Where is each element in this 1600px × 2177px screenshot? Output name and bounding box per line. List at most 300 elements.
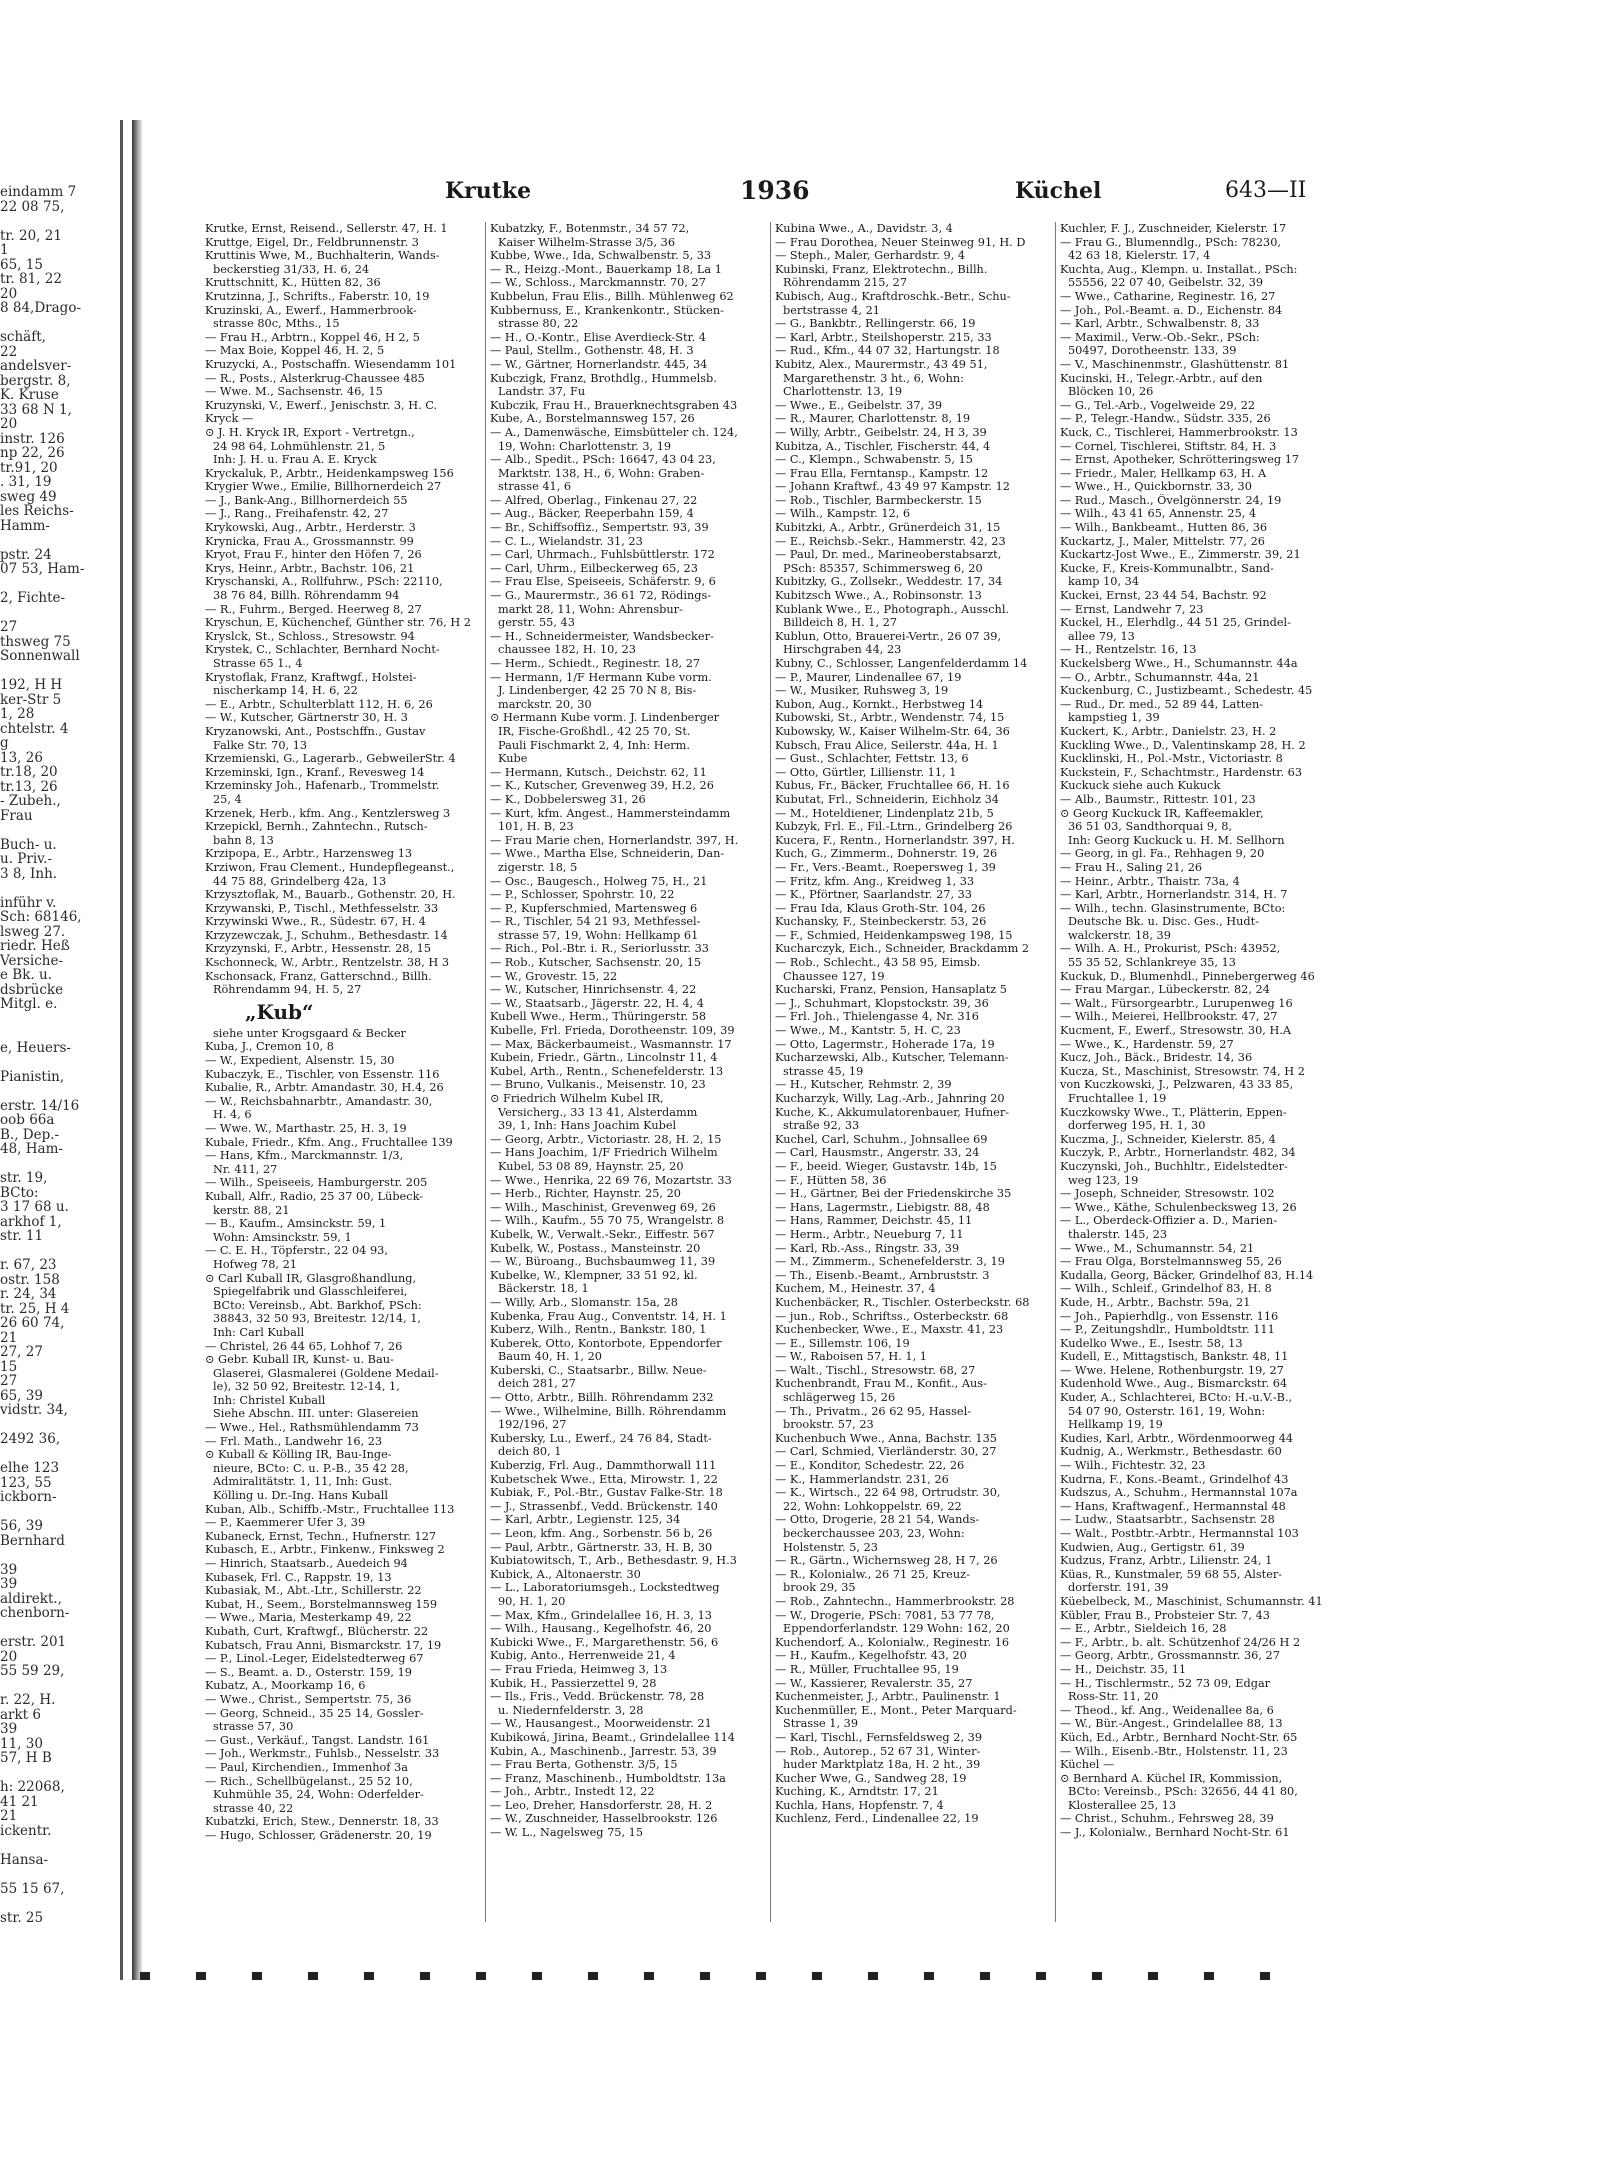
directory-entry-line: Wohn: Amsinckstr. 59, 1 — [213, 1230, 352, 1244]
directory-entry-line: Kubon, Aug., Kornkt., Herbstweg 14 — [775, 697, 984, 711]
prev-page-fragment — [0, 1505, 118, 1520]
directory-entry-line: Kuberz, Wilh., Rentn., Bankstr. 180, 1 — [490, 1323, 707, 1337]
prev-page-fragment: 39 — [0, 1721, 18, 1737]
directory-entry-line: — Wilh., Maschinist, Grevenweg 69, 26 — [490, 1200, 716, 1214]
directory-entry-line: Kube, A., Borstelmannsweg 157, 26 — [490, 412, 695, 426]
prev-page-fragment: Hansa- — [0, 1851, 49, 1868]
directory-entry-line: markt 28, 11, Wohn: Ahrensbur- — [498, 602, 683, 616]
directory-entry-line: — Christel, 26 44 65, Lohhof 7, 26 — [205, 1339, 403, 1353]
directory-entry-line: — Hans, Rammer, Deichstr. 45, 11 — [775, 1214, 973, 1228]
directory-entry-line: Kuckelsberg Wwe., H., Schumannstr. 44a — [1060, 657, 1298, 670]
directory-entry-line: Billdeich 8, H. 1, 27 — [783, 616, 898, 630]
directory-entry-line: — Georg, Schneid., 35 25 14, Gossler- — [205, 1706, 424, 1720]
directory-entry-line: weg 123, 19 — [1068, 1173, 1139, 1187]
directory-entry-line: — G., Bankbtr., Rellingerstr. 66, 19 — [775, 317, 976, 331]
directory-entry-line: PSch: 85357, Schimmersweg 6, 20 — [783, 561, 983, 575]
directory-entry-line: — Paul, Dr. med., Marineoberstabsarzt, — [775, 548, 1002, 562]
directory-entry-line: Kuckei, Ernst, 23 44 54, Bachstr. 92 — [1060, 589, 1267, 603]
directory-entry-line: Strasse 65 1., 4 — [213, 657, 303, 670]
directory-entry-line: 24 98 64, Lohmühlenstr. 21, 5 — [213, 439, 386, 453]
directory-entry-line: Röhrendamm 215, 27 — [783, 276, 908, 290]
directory-entry-line: Kucinski, H., Telegr.-Arbtr., auf den — [1060, 371, 1263, 385]
directory-entry-line: — Frau G., Blumenndlg., PSch: 78230, — [1060, 235, 1281, 249]
directory-entry-line: — Ernst, Apotheker, Schrötteringsweg 17 — [1060, 453, 1300, 467]
directory-entry-line: ⊙ J. H. Kryck IR, Export - Vertretgn., — [205, 425, 415, 439]
directory-entry-line: Kschonsack, Franz, Gatterschnd., Billh. — [205, 969, 432, 983]
directory-entry-line: — Cornel, Tischlerei, Stiftstr. 84, H. 3 — [1060, 439, 1277, 453]
prev-page-fragment: ostr. 158 — [0, 1271, 60, 1288]
directory-entry-line: — P., Schlosser, Spohrstr. 10, 22 — [490, 888, 675, 902]
directory-entry-line: — K., Pförtner, Saarlandstr. 27, 33 — [775, 888, 972, 902]
directory-entry-line: — Wwe. W., Marthastr. 25, H. 3, 19 — [205, 1122, 407, 1135]
prev-page-fragment: 21 — [0, 1808, 18, 1824]
directory-entry-line: Krutzinna, J., Schrifts., Faberstr. 10, 19 — [205, 289, 430, 303]
directory-entry-line: — Hermann, 1/F Hermann Kube vorm. — [490, 670, 712, 684]
directory-entry-line: Spiegelfabrik und Glasschleiferei, — [213, 1285, 408, 1299]
directory-entry-line: 36 51 03, Sandthorquai 9, 8, — [1068, 820, 1233, 834]
directory-entry-line: — W., Bür.-Angest., Grindelallee 88, 13 — [1060, 1717, 1283, 1731]
directory-entry-line: Kubicki Wwe., F., Margarethenstr. 56, 6 — [490, 1635, 719, 1649]
directory-entry-line: Kölling u. Dr.-Ing. Hans Kuball — [213, 1489, 389, 1503]
directory-entry-line: Kuberek, Otto, Kontorbote, Eppendorfer — [490, 1336, 722, 1350]
prev-page-fragment: r. 67, 23 — [0, 1257, 57, 1273]
directory-entry-line: Kubbelun, Frau Elis., Billh. Mühlenweg 62 — [490, 289, 734, 303]
prev-page-fragment: 26 60 74, — [0, 1315, 65, 1331]
directory-entry-line: Krynicka, Frau A., Grossmannstr. 99 — [205, 534, 414, 548]
directory-entry-line: Kuder, A., Schlachterei, BCto: H.-u.V.-B., — [1060, 1391, 1293, 1405]
prev-page-fragment: 15 — [0, 1358, 18, 1375]
directory-entry-line: brook 29, 35 — [783, 1581, 856, 1595]
directory-entry-line: — H., Deichstr. 35, 11 — [1060, 1662, 1187, 1676]
directory-entry-line: — Wwe., K., Hardenstr. 59, 27 — [1060, 1037, 1234, 1051]
directory-entry-line: — H., Schneidermeister, Wandsbecker- — [490, 629, 714, 643]
directory-entry-line: Kucharski, Franz, Pension, Hansaplatz 5 — [775, 983, 1007, 997]
directory-entry-line: — Frau Ida, Klaus Groth-Str. 104, 26 — [775, 901, 986, 915]
directory-entry-line: — W., Staatsarb., Jägerstr. 22, H. 4, 4 — [490, 996, 704, 1010]
prev-page-fragment: Sonnenwall — [0, 648, 80, 664]
directory-entry-line: Kuckel, H., Elerhdlg., 44 51 25, Grindel- — [1060, 616, 1291, 630]
directory-entry-line: 19, Wohn: Charlottenstr. 3, 19 — [498, 439, 672, 453]
directory-entry-line: Kryslck, St., Schloss., Stresowstr. 94 — [205, 629, 415, 643]
directory-entry-line: Inh: Carl Kuball — [213, 1325, 305, 1339]
prev-page-fragment: 41 21 — [0, 1793, 39, 1810]
directory-entry-line: — S., Beamt. a. D., Osterstr. 159, 19 — [205, 1665, 412, 1679]
directory-entry-line: Pauli Fischmarkt 2, 4, Inh: Herm. — [498, 738, 690, 752]
prev-page-fragment: 33 68 N 1, — [0, 401, 72, 418]
directory-entry-line: Kuchenbuch Wwe., Anna, Bachstr. 135 — [775, 1431, 997, 1445]
directory-entry-line: — W., Expedient, Alsenstr. 15, 30 — [205, 1054, 395, 1068]
directory-entry-line: — Hans, Lagermstr., Liebigstr. 88, 48 — [775, 1200, 990, 1214]
directory-entry-line: — Wwe., Christ., Sempertstr. 75, 36 — [205, 1692, 412, 1706]
prev-page-fragment: 27 — [0, 1373, 18, 1389]
directory-entry-line: Kubatz, A., Moorkamp 16, 6 — [205, 1679, 366, 1693]
directory-entry-line: — P., Kupferschmied, Martensweg 6 — [490, 901, 698, 915]
directory-entry-line: Holstenstr. 5, 23 — [783, 1540, 878, 1554]
directory-entry-line: Nr. 411, 27 — [213, 1162, 278, 1176]
prev-page-fragment: Bernhard — [0, 1532, 65, 1549]
directory-entry-line: — Paul, Arbtr., Gärtnerstr. 33, H. B, 30 — [490, 1540, 713, 1554]
prev-page-fragment: str. 11 — [0, 1228, 44, 1244]
prev-page-fragment: - Zubeh., — [0, 793, 61, 809]
directory-entry-line: — W., Drogerie, PSch: 7081, 53 77 78, — [775, 1608, 995, 1622]
directory-entry-line: Kaiser Wilhelm-Strasse 3/5, 36 — [498, 235, 676, 249]
prev-page-fragment: 3 17 68 u. — [0, 1199, 69, 1215]
prev-page-fragment: tr. 81, 22 — [0, 271, 62, 287]
directory-entry-line: Kuchem, M., Heinestr. 37, 4 — [775, 1282, 936, 1296]
prev-page-fragment — [0, 1012, 118, 1027]
directory-entry-line: — Leo, Dreher, Hansdorferstr. 28, H. 2 — [490, 1798, 713, 1812]
directory-entry-line: — W., Büroang., Buchsbaumweg 11, 39 — [490, 1255, 716, 1269]
directory-entry-line: Kubath, Curt, Kraftwgf., Blücherstr. 22 — [205, 1624, 429, 1638]
directory-entry-line: — Joh., Pol.-Beamt. a. D., Eichenstr. 84 — [1060, 303, 1283, 317]
directory-entry-line: Krystek, C., Schlachter, Bernhard Nocht- — [205, 643, 440, 657]
directory-entry-line: Kubaczyk, E., Tischler, von Essenstr. 116 — [205, 1067, 440, 1081]
directory-entry-line: — Otto, Arbtr., Billh. Röhrendamm 232 — [490, 1391, 714, 1405]
directory-entry-line: — Willy, Arbtr., Geibelstr. 24, H 3, 39 — [775, 425, 987, 439]
directory-entry-line: Kruzynski, V., Ewerf., Jenischstr. 3, H. C. — [205, 398, 438, 412]
directory-entry-line: Kuchansky, F., Steinbeckerstr. 53, 26 — [775, 915, 987, 929]
prev-page-fragment — [0, 1418, 118, 1433]
prev-page-fragment: ickborn- — [0, 1489, 57, 1505]
directory-entry-line: strasse 57, 19, Wohn: Hellkamp 61 — [498, 928, 699, 942]
prev-page-fragment — [0, 1447, 118, 1462]
directory-entry-line: Kubel, 53 08 89, Haynstr. 25, 20 — [498, 1159, 684, 1173]
prev-page-fragment: les Reichs- — [0, 503, 74, 519]
directory-entry-line: — Ils., Fris., Vedd. Brückenstr. 78, 28 — [490, 1690, 705, 1704]
directory-entry-line: Krys, Heinr., Arbtr., Bachstr. 106, 21 — [205, 561, 415, 575]
directory-entry-line: — H., Kaufm., Kegelhofstr. 43, 20 — [775, 1649, 967, 1663]
prev-page-fragment — [0, 1026, 118, 1041]
directory-entry-line: — O., Arbtr., Schumannstr. 44a, 21 — [1060, 670, 1260, 684]
directory-entry-line: — Th., Eisenb.-Beamt., Arnbruststr. 3 — [775, 1268, 990, 1282]
page-number: 643—II — [1225, 178, 1307, 203]
directory-entry-line: 192/196, 27 — [498, 1418, 567, 1432]
directory-entry-line: Krzyzewczak, J., Schuhm., Bethesdastr. 14 — [205, 928, 448, 942]
directory-entry-line: — P., Zeitungshdlr., Humboldtstr. 111 — [1060, 1323, 1275, 1337]
directory-entry-line: — Karl, Arbtr., Hornerlandstr. 314, H. 7 — [1060, 888, 1288, 902]
directory-entry-line: Kuchenmeister, J., Arbtr., Paulinenstr. 1 — [775, 1690, 1001, 1704]
directory-entry-line: — Wwe., Hel., Rathsmühlendamm 73 — [205, 1421, 419, 1435]
directory-entry-line: — W., Hausangest., Moorweidenstr. 21 — [490, 1717, 712, 1731]
directory-entry-line: — Frau Margar., Lübeckerstr. 82, 24 — [1060, 983, 1270, 997]
directory-entry-line: Hofweg 78, 21 — [213, 1257, 297, 1271]
directory-entry-line: — Rud., Dr. med., 52 89 44, Latten- — [1060, 697, 1264, 711]
directory-entry-line: Inh: J. H. u. Frau A. E. Kryck — [213, 453, 377, 467]
directory-entry-line: — Wwe., Martha Else, Schneiderin, Dan- — [490, 847, 725, 861]
directory-entry-line: 42 63 18, Kielerstr. 17, 4 — [1068, 249, 1211, 263]
directory-entry-line: siehe unter Krogsgaard & Becker — [213, 1026, 406, 1040]
prev-page-fragment: eindamm 7 — [0, 185, 77, 200]
directory-entry-line: — Wwe., Maria, Mesterkamp 49, 22 — [205, 1611, 412, 1625]
directory-entry-line: Kubalie, R., Arbtr. Amandastr. 30, H.4, 26 — [205, 1081, 444, 1095]
prev-page-fragment — [0, 1838, 118, 1853]
directory-entry-line: — Otto, Drogerie, 28 21 54, Wands- — [775, 1513, 980, 1527]
directory-entry-line: — Hinrich, Staatsarb., Auedeich 94 — [205, 1557, 408, 1570]
directory-entry-line: 101, H. B, 23 — [498, 820, 574, 834]
directory-entry-line: Kubiatowitsch, T., Arb., Bethesdastr. 9, H.3 — [490, 1554, 737, 1568]
directory-entry-line: — R., Kolonialw., 26 71 25, Kreuz- — [775, 1567, 970, 1581]
prev-page-fragment: Pianistin, — [0, 1068, 65, 1085]
prev-page-fragment: tr.91, 20 — [0, 459, 58, 476]
directory-entry-line: Baum 40, H. 1, 20 — [498, 1350, 602, 1364]
directory-entry-line: Kuball, Alfr., Radio, 25 37 00, Lübeck- — [205, 1189, 424, 1203]
prev-page-fragment — [0, 1084, 118, 1099]
prev-page-fragment: erstr. 14/16 — [0, 1097, 80, 1114]
directory-entry-line: Kubiak, F., Pol.-Btr., Gustav Falke-Str. 18 — [490, 1486, 723, 1500]
directory-entry-line: Krystoflak, Franz, Kraftwgf., Holstei- — [205, 670, 417, 684]
directory-entry-line: — Paul, Stellm., Gothenstr. 48, H. 3 — [490, 344, 694, 358]
directory-entry-line: — Wilh., 43 41 65, Annenstr. 25, 4 — [1060, 507, 1257, 521]
prev-page-fragment: oob 66a — [0, 1112, 55, 1128]
directory-entry-line: strasse 80, 22 — [498, 317, 579, 331]
prev-page-fragment: 20 — [0, 285, 18, 302]
directory-entry-line: Kubitza, A., Tischler, Fischerstr. 44, 4 — [775, 439, 991, 453]
prev-page-fragment — [0, 664, 118, 679]
directory-entry-line: chaussee 182, H. 10, 23 — [498, 643, 636, 657]
directory-entry-line: Kubelle, Frl. Frieda, Dorotheenstr. 109, 39 — [490, 1024, 735, 1038]
directory-entry-line: — Carl, Uhrm., Eilbeckerweg 65, 23 — [490, 561, 698, 575]
directory-entry-line: Kubitzki, A., Arbtr., Grünerdeich 31, 15 — [775, 521, 1001, 535]
directory-entry-line: Kucharzyk, Willy, Lag.-Arb., Jahnring 20 — [775, 1092, 1005, 1105]
prev-page-fragment: B., Dep.- — [0, 1126, 60, 1143]
directory-entry-line: Kubina Wwe., A., Davidstr. 3, 4 — [775, 222, 953, 235]
directory-entry-line: Kucharzewski, Alb., Kutscher, Telemann- — [775, 1051, 1009, 1065]
directory-entry-line: Kudell, E., Mittagstisch, Bankstr. 48, 11 — [1060, 1350, 1289, 1364]
directory-entry-line: — M., Zimmerm., Schenefelderstr. 3, 19 — [775, 1255, 1005, 1269]
directory-entry-line: Kuba, J., Cremon 10, 8 — [205, 1040, 334, 1054]
prev-page-fragment: K. Kruse — [0, 387, 59, 403]
directory-entry-line: nieure, BCto: C. u. P.-B., 35 42 28, — [213, 1461, 409, 1475]
directory-entry-line: Röhrendamm 94, H. 5, 27 — [213, 983, 362, 997]
directory-entry-line: 54 07 90, Osterstr. 161, 19, Wohn: — [1068, 1404, 1266, 1418]
directory-entry-line: von Kuczkowski, J., Pelzwaren, 43 33 85, — [1060, 1078, 1294, 1092]
directory-entry-line: — W., Gärtner, Hornerlandstr. 445, 34 — [490, 357, 708, 371]
directory-entry-line: nischerkamp 14, H. 6, 22 — [213, 684, 358, 698]
prev-page-fragment: Sch: 68146, — [0, 909, 82, 925]
prev-page-fragment: 11, 30 — [0, 1735, 43, 1752]
directory-entry-line: — Hans, Kraftwagenf., Hermannstal 48 — [1060, 1499, 1286, 1513]
directory-entry-line: — Kurt, kfm. Angest., Hammersteindamm — [490, 806, 731, 820]
directory-entry-line: marckstr. 20, 30 — [498, 697, 592, 711]
prev-page-fragment: g — [0, 735, 9, 751]
directory-entry-line: — Hans, Kfm., Marckmannstr. 1/3, — [205, 1149, 404, 1163]
prev-page-fragment: arkhof 1, — [0, 1213, 62, 1230]
directory-entry-line: Kubetschek Wwe., Etta, Mirowstr. 1, 22 — [490, 1472, 718, 1486]
directory-entry-line: — W., Grovestr. 15, 22 — [490, 969, 618, 983]
directory-entry-line: — Frau Berta, Gothenstr. 3/5, 15 — [490, 1758, 678, 1772]
directory-entry-line: straße 92, 33 — [783, 1119, 860, 1133]
directory-entry-line: — H., Rentzelstr. 16, 13 — [1060, 643, 1197, 657]
directory-entry-line: — Osc., Baugesch., Holweg 75, H., 21 — [490, 874, 708, 888]
directory-entry-line: Kubczik, Frau H., Brauerknechtsgraben 43 — [490, 398, 738, 412]
directory-entry-line: — Heinr., Arbtr., Thaistr. 73a, 4 — [1060, 874, 1240, 888]
directory-entry-line: Kublank Wwe., E., Photograph., Ausschl. — [775, 602, 1010, 616]
directory-entry-line: 25, 4 — [213, 792, 242, 806]
prev-page-fragment: 07 53, Ham- — [0, 561, 85, 577]
directory-entry-line: Krzeminski, Ign., Kranf., Revesweg 14 — [205, 765, 425, 779]
header-year: 1936 — [740, 176, 810, 205]
directory-entry-line: — Wilh., Fichtestr. 32, 23 — [1060, 1459, 1206, 1473]
directory-entry-line: — E., Arbtr., Sieldeich 16, 28 — [1060, 1622, 1227, 1636]
directory-entry-line: — K., Dobbelersweg 31, 26 — [490, 792, 646, 806]
directory-entry-line: — Carl, Schmied, Vierländerstr. 30, 27 — [775, 1445, 997, 1459]
prev-page-fragment — [0, 1055, 118, 1070]
directory-entry-line: — Paul, Kirchendien., Immenhof 3a — [205, 1760, 409, 1774]
directory-entry-line: Kryzanowski, Ant., Postschffn., Gustav — [205, 724, 426, 738]
prev-page-fragment: lsweg 27. — [0, 923, 66, 940]
directory-entry-line: — P., Kaemmerer Ufer 3, 39 — [205, 1516, 366, 1530]
directory-entry-line: IR, Fische-Großhdl., 42 25 70, St. — [498, 724, 691, 738]
prev-page-fragment: arkt 6 — [0, 1706, 41, 1723]
directory-entry-line: Kuberzig, Frl. Aug., Dammthorwall 111 — [490, 1459, 717, 1473]
directory-entry-line: — K., Wirtsch., 22 64 98, Ortrudstr. 30, — [775, 1486, 1001, 1500]
prev-page-fragment — [0, 577, 118, 592]
prev-page-fragment: 55 15 67, — [0, 1880, 65, 1897]
directory-entry-line: Kuchel, Carl, Schuhm., Johnsallee 69 — [775, 1132, 988, 1146]
directory-entry-line: le), 32 50 92, Breitestr. 12-14, 1, — [213, 1380, 400, 1394]
directory-entry-line: — Gust., Verkäuf., Tangst. Landstr. 161 — [205, 1733, 430, 1747]
directory-entry-line: — Frau Dorothea, Neuer Steinweg 91, H. D — [775, 235, 1026, 249]
directory-entry-line: — Georg, Arbtr., Victoriastr. 28, H. 2, 15 — [490, 1132, 722, 1146]
directory-entry-line: Kubelk, W., Verwalt.-Sekr., Eiffestr. 567 — [490, 1227, 715, 1241]
directory-entry-line: ⊙ Friedrich Wilhelm Kubel IR, — [490, 1092, 664, 1105]
directory-entry-line: Fruchtallee 1, 19 — [1068, 1092, 1167, 1105]
directory-entry-line: — W. L., Nagelsweg 75, 15 — [490, 1826, 644, 1840]
directory-entry-line: Kubelk, W., Postass., Mansteinstr. 20 — [490, 1241, 701, 1255]
directory-entry-line: — Walt., Fürsorgearbtr., Lurupenweg 16 — [1060, 996, 1293, 1010]
directory-entry-line: Kudwien, Aug., Gertigstr. 61, 39 — [1060, 1540, 1245, 1554]
directory-entry-line: Eppendorferlandstr. 129 Wohn: 162, 20 — [783, 1622, 1010, 1636]
directory-entry-line: — Wwe., Wilhelmine, Billh. Röhrendamm — [490, 1404, 727, 1418]
directory-entry-line: Kruttschnitt, K., Hütten 82, 36 — [205, 276, 381, 290]
directory-entry-line: — J., Schuhmart, Klopstockstr. 39, 36 — [775, 996, 989, 1010]
directory-entry-line: Kubny, C., Schlosser, Langenfelderdamm 14 — [775, 657, 1028, 670]
directory-entry-line: — Christ., Schuhm., Fehrsweg 28, 39 — [1060, 1812, 1274, 1826]
directory-entry-line: — Wwe., E., Geibelstr. 37, 39 — [775, 398, 943, 412]
directory-entry-line: — P., Linol.-Leger, Eidelstedterweg 67 — [205, 1652, 424, 1666]
prev-page-fragment: np 22, 26 — [0, 445, 65, 461]
prev-page-fragment — [0, 881, 118, 896]
prev-page-fragment: 8 84,Drago- — [0, 300, 82, 316]
directory-column-3 — [775, 222, 1047, 1922]
directory-entry-line: Kruzinski, A., Ewerf., Hammerbrook- — [205, 303, 417, 317]
directory-entry-line: Kubin, A., Maschinenb., Jarrestr. 53, 39 — [490, 1744, 717, 1758]
directory-entry-line: — Wilh., Schleif., Grindelhof 83, H. 8 — [1060, 1282, 1272, 1296]
directory-entry-line: — Rich., Pol.-Btr. i. R., Seriorlusstr. 33 — [490, 942, 709, 956]
directory-entry-line: — Johann Kraftwf., 43 49 97 Kampstr. 12 — [775, 480, 1010, 494]
directory-entry-line: — Wilh., Speiseeis, Hamburgerstr. 205 — [205, 1176, 428, 1190]
directory-entry-line: Kubatzky, F., Botenmstr., 34 57 72, — [490, 222, 690, 235]
directory-entry-line: — C., Klempn., Schwabenstr. 5, 15 — [775, 453, 973, 467]
prev-page-fragment: Hamm- — [0, 517, 50, 534]
directory-entry-line: — Gust., Schlachter, Fettstr. 13, 6 — [775, 752, 969, 766]
directory-entry-line: — Karl, Tischl., Fernsfeldsweg 2, 39 — [775, 1730, 983, 1744]
directory-entry-line: — Wilh., Bankbeamt., Hutten 86, 36 — [1060, 521, 1268, 535]
directory-entry-line: — H., Kutscher, Rehmstr. 2, 39 — [775, 1078, 952, 1092]
directory-entry-line: Kubell Wwe., Herm., Thüringerstr. 58 — [490, 1010, 707, 1024]
directory-entry-line: — P., Telegr.-Handw., Südstr. 335, 26 — [1060, 412, 1271, 426]
prev-page-fragment: vidstr. 34, — [0, 1402, 68, 1418]
directory-entry-line: — H., Gärtner, Bei der Friedenskirche 35 — [775, 1187, 1012, 1201]
prev-page-fragment: riedr. Heß — [0, 938, 70, 954]
directory-entry-line: Kruzycki, A., Postschaffn. Wiesendamm 101 — [205, 357, 457, 371]
directory-entry-line: — Joh., Papierhdlg., von Essenstr. 116 — [1060, 1309, 1279, 1323]
prev-page-fragment: aldirekt., — [0, 1590, 62, 1607]
prev-page-fragment: chenborn- — [0, 1605, 70, 1621]
directory-entry-line: 38 76 84, Billh. Röhrendamm 94 — [213, 589, 400, 603]
directory-entry-line: — V., Maschinenmstr., Glashüttenstr. 81 — [1060, 357, 1290, 371]
prev-page-fragment: h: 22068, — [0, 1779, 65, 1795]
prev-page-fragment: r. 24, 34 — [0, 1286, 57, 1302]
prev-page-fragment: 1, 28 — [0, 706, 35, 722]
prev-page-fragment: 56, 39 — [0, 1518, 43, 1534]
directory-entry-line: — K., Hammerlandstr. 231, 26 — [775, 1472, 949, 1486]
directory-entry-line: Kubbernuss, E., Krankenkontr., Stücken- — [490, 303, 724, 317]
directory-entry-line: Kucharczyk, Eich., Schneider, Brackdamm 2 — [775, 942, 1030, 956]
directory-entry-line: — H., Tischlermstr., 52 73 09, Edgar — [1060, 1676, 1271, 1690]
directory-entry-line: — Wilh. A. H., Prokurist, PSch: 43952, — [1060, 942, 1281, 956]
directory-entry-line: — Wwe., Käthe, Schulenbecksweg 13, 26 — [1060, 1200, 1297, 1214]
prev-page-fragment: ker-Str 5 — [0, 691, 62, 708]
directory-entry-line: brookstr. 57, 23 — [783, 1418, 874, 1432]
directory-entry-line: — Rich., Schellbügelanst., 25 52 10, — [205, 1774, 413, 1788]
directory-entry-line: 39, 1, Inh: Hans Joachim Kubel — [498, 1119, 677, 1133]
directory-entry-line: — jun., Rob., Schriftss., Osterbeckstr. 68 — [775, 1309, 1009, 1323]
prev-page-fragment: thsweg 75 — [0, 633, 71, 650]
prev-page-fragment: str. 19, — [0, 1170, 48, 1186]
film-edge-marks — [140, 1965, 1340, 1981]
prev-page-fragment: 39 — [0, 1576, 18, 1592]
directory-entry-line: Krzyzynski, F., Arbtr., Hessenstr. 28, 15 — [205, 942, 432, 956]
directory-entry-line: — Wwe. Helene, Rothenburgstr. 19, 27 — [1060, 1363, 1284, 1377]
directory-entry-line: Kubatsch, Frau Anni, Bismarckstr. 17, 19 — [205, 1638, 442, 1652]
directory-entry-line: Kubitzky, G., Zollsekr., Weddestr. 17, 34 — [775, 575, 1003, 589]
directory-entry-line: — Rob., Kutscher, Sachsenstr. 20, 15 — [490, 956, 702, 970]
prev-page-fragment: 39 — [0, 1561, 18, 1578]
directory-entry-line: — Wwe. M., Sachsenstr. 46, 15 — [205, 385, 383, 399]
prev-page-fragment: BCto: — [0, 1184, 39, 1201]
directory-entry-line: Kuck, C., Tischlerei, Hammerbrookstr. 13 — [1060, 425, 1298, 439]
directory-entry-line: — Karl, Arbtr., Schwalbenstr. 8, 33 — [1060, 317, 1260, 331]
directory-entry-line: — J., Kolonialw., Bernhard Nocht-Str. 61 — [1060, 1826, 1290, 1840]
directory-entry-line: Inh: Georg Kuckuck u. H. M. Sellhorn — [1068, 833, 1285, 847]
directory-entry-line: Kube — [498, 752, 528, 766]
directory-entry-line: dorferweg 195, H. 1, 30 — [1068, 1119, 1206, 1133]
directory-entry-line: Kuczynski, Joh., Buchhltr., Eidelstedter- — [1060, 1159, 1288, 1173]
directory-entry-line: Kuckartz-Jost Wwe., E., Zimmerstr. 39, 21 — [1060, 548, 1301, 562]
directory-entry-line: deich 281, 27 — [498, 1377, 576, 1391]
directory-entry-line: — Rob., Tischler, Barmbeckerstr. 15 — [775, 493, 982, 507]
directory-entry-line: Kuchendorf, A., Kolonialw., Reginestr. 16 — [775, 1635, 1010, 1649]
directory-entry-line: — E., Reichsb.-Sekr., Hammerstr. 42, 23 — [775, 534, 1006, 548]
directory-entry-line: — Alb., Baumstr., Rittestr. 101, 23 — [1060, 792, 1256, 806]
prev-page-fragment: 192, H H — [0, 677, 63, 693]
directory-entry-line: — G., Maurermstr., 36 61 72, Rödings- — [490, 589, 712, 603]
directory-entry-line: 55 35 52, Schlankreye 35, 13 — [1068, 956, 1236, 970]
directory-entry-line: — G., Tel.-Arb., Vogelweide 29, 22 — [1060, 398, 1256, 412]
directory-entry-line: — Wwe., M., Schumannstr. 54, 21 — [1060, 1241, 1255, 1255]
directory-entry-line: — R., Gärtn., Wichernsweg 28, H 7, 26 — [775, 1554, 998, 1568]
directory-entry-line: Kuczyk, P., Arbtr., Hornerlandstr. 482, 34 — [1060, 1146, 1296, 1160]
prev-page-fragment — [0, 1244, 118, 1259]
directory-entry-line: — Frau Else, Speiseeis, Schäferstr. 9, 6 — [490, 575, 716, 589]
directory-entry-line: — Herm., Schiedt., Reginestr. 18, 27 — [490, 657, 701, 670]
prev-page-fragment: 20 — [0, 416, 18, 432]
directory-entry-line: Krzywanski, P., Tischl., Methfesselstr. 33 — [205, 901, 439, 915]
prev-page-fragment: 123, 55 — [0, 1474, 52, 1491]
directory-entry-line: — Wilh., techn. Glasinstrumente, BCto: — [1060, 901, 1286, 915]
directory-entry-line: — Wilh., Meierei, Hellbrookstr. 47, 27 — [1060, 1010, 1278, 1024]
